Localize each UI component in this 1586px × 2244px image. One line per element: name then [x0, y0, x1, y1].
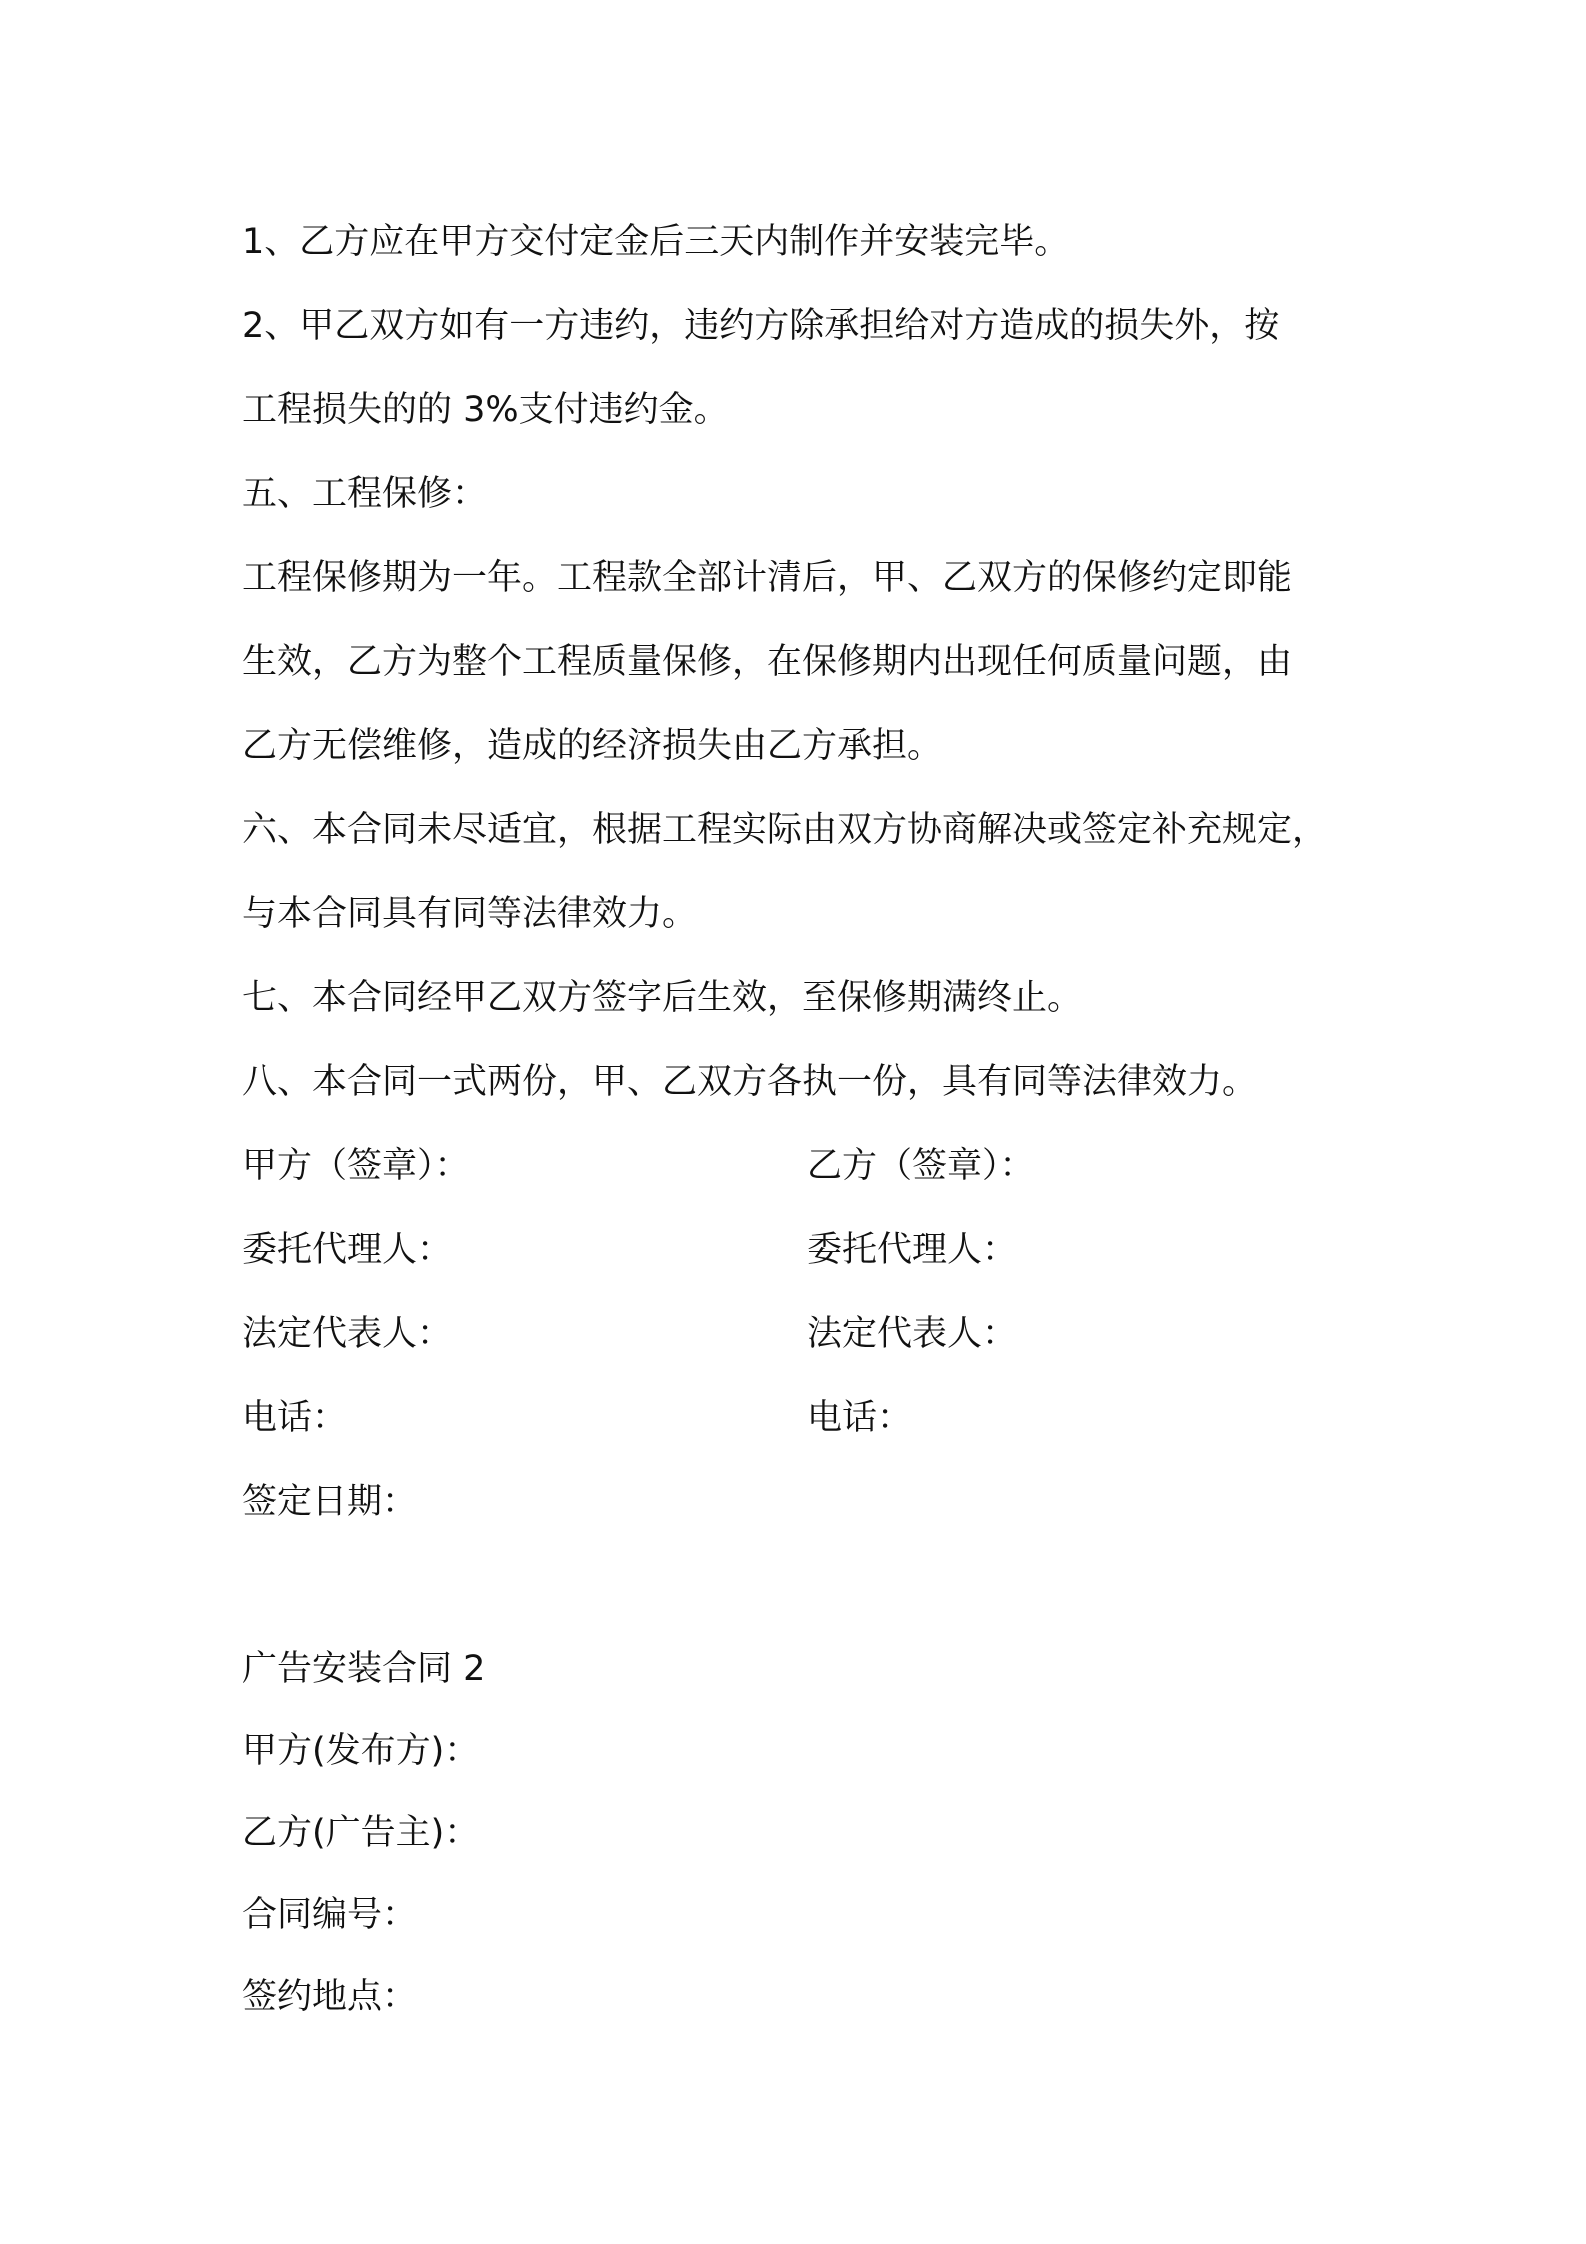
warranty-line-1: 工程保修期为一年。工程款全部计清后，甲、乙双方的保修约定即能	[242, 558, 1293, 598]
party-a-phone-label: 电话：	[242, 1398, 348, 1438]
party-b-agent-label: 委托代理人：	[807, 1230, 1018, 1270]
party-a-rep-label: 法定代表人：	[242, 1314, 453, 1354]
section-spacer	[242, 1544, 1362, 1628]
signature-row-agent	[242, 1208, 1362, 1292]
section-8: 八、本合同一式两份，甲、乙双方各执一份，具有同等法律效力。	[242, 1062, 1258, 1102]
document-body	[242, 200, 1362, 2038]
contract-2-number: 合同编号：	[242, 1895, 418, 1935]
sign-date-label: 签定日期：	[242, 1482, 418, 1522]
party-b-seal-label: 乙方（签章）：	[807, 1146, 1035, 1186]
section-5-heading: 五、工程保修：	[242, 474, 488, 514]
clause-2-line-1: 2、甲乙双方如有一方违约，违约方除承担给对方造成的损失外，按	[242, 306, 1280, 346]
signature-row-seal	[242, 1124, 1362, 1208]
signature-row-phone	[242, 1376, 1362, 1460]
contract-2-party-a: 甲方(发布方)：	[242, 1731, 480, 1771]
contract-2-party-b: 乙方(广告主)：	[242, 1813, 480, 1853]
party-a-agent-label: 委托代理人：	[242, 1230, 453, 1270]
contract-2-place: 签约地点：	[242, 1977, 418, 2017]
contract-2-title: 广告安装合同 2	[242, 1649, 486, 1689]
signature-row-rep	[242, 1292, 1362, 1376]
party-b-rep-label: 法定代表人：	[807, 1314, 1018, 1354]
warranty-line-2: 生效，乙方为整个工程质量保修，在保修期内出现任何质量问题，由	[242, 642, 1293, 682]
party-a-seal-label: 甲方（签章）：	[242, 1146, 470, 1186]
clause-1: 1、乙方应在甲方交付定金后三天内制作并安装完毕。	[242, 222, 1070, 262]
warranty-line-3: 乙方无偿维修，造成的经济损失由乙方承担。	[242, 726, 943, 766]
section-6-line-1: 六、本合同未尽适宜，根据工程实际由双方协商解决或签定补充规定，	[242, 810, 1328, 850]
section-6-line-2: 与本合同具有同等法律效力。	[242, 894, 698, 934]
party-b-phone-label: 电话：	[807, 1398, 913, 1438]
section-7: 七、本合同经甲乙双方签字后生效，至保修期满终止。	[242, 978, 1083, 1018]
clause-2-line-2: 工程损失的的 3%支付违约金。	[242, 390, 729, 430]
